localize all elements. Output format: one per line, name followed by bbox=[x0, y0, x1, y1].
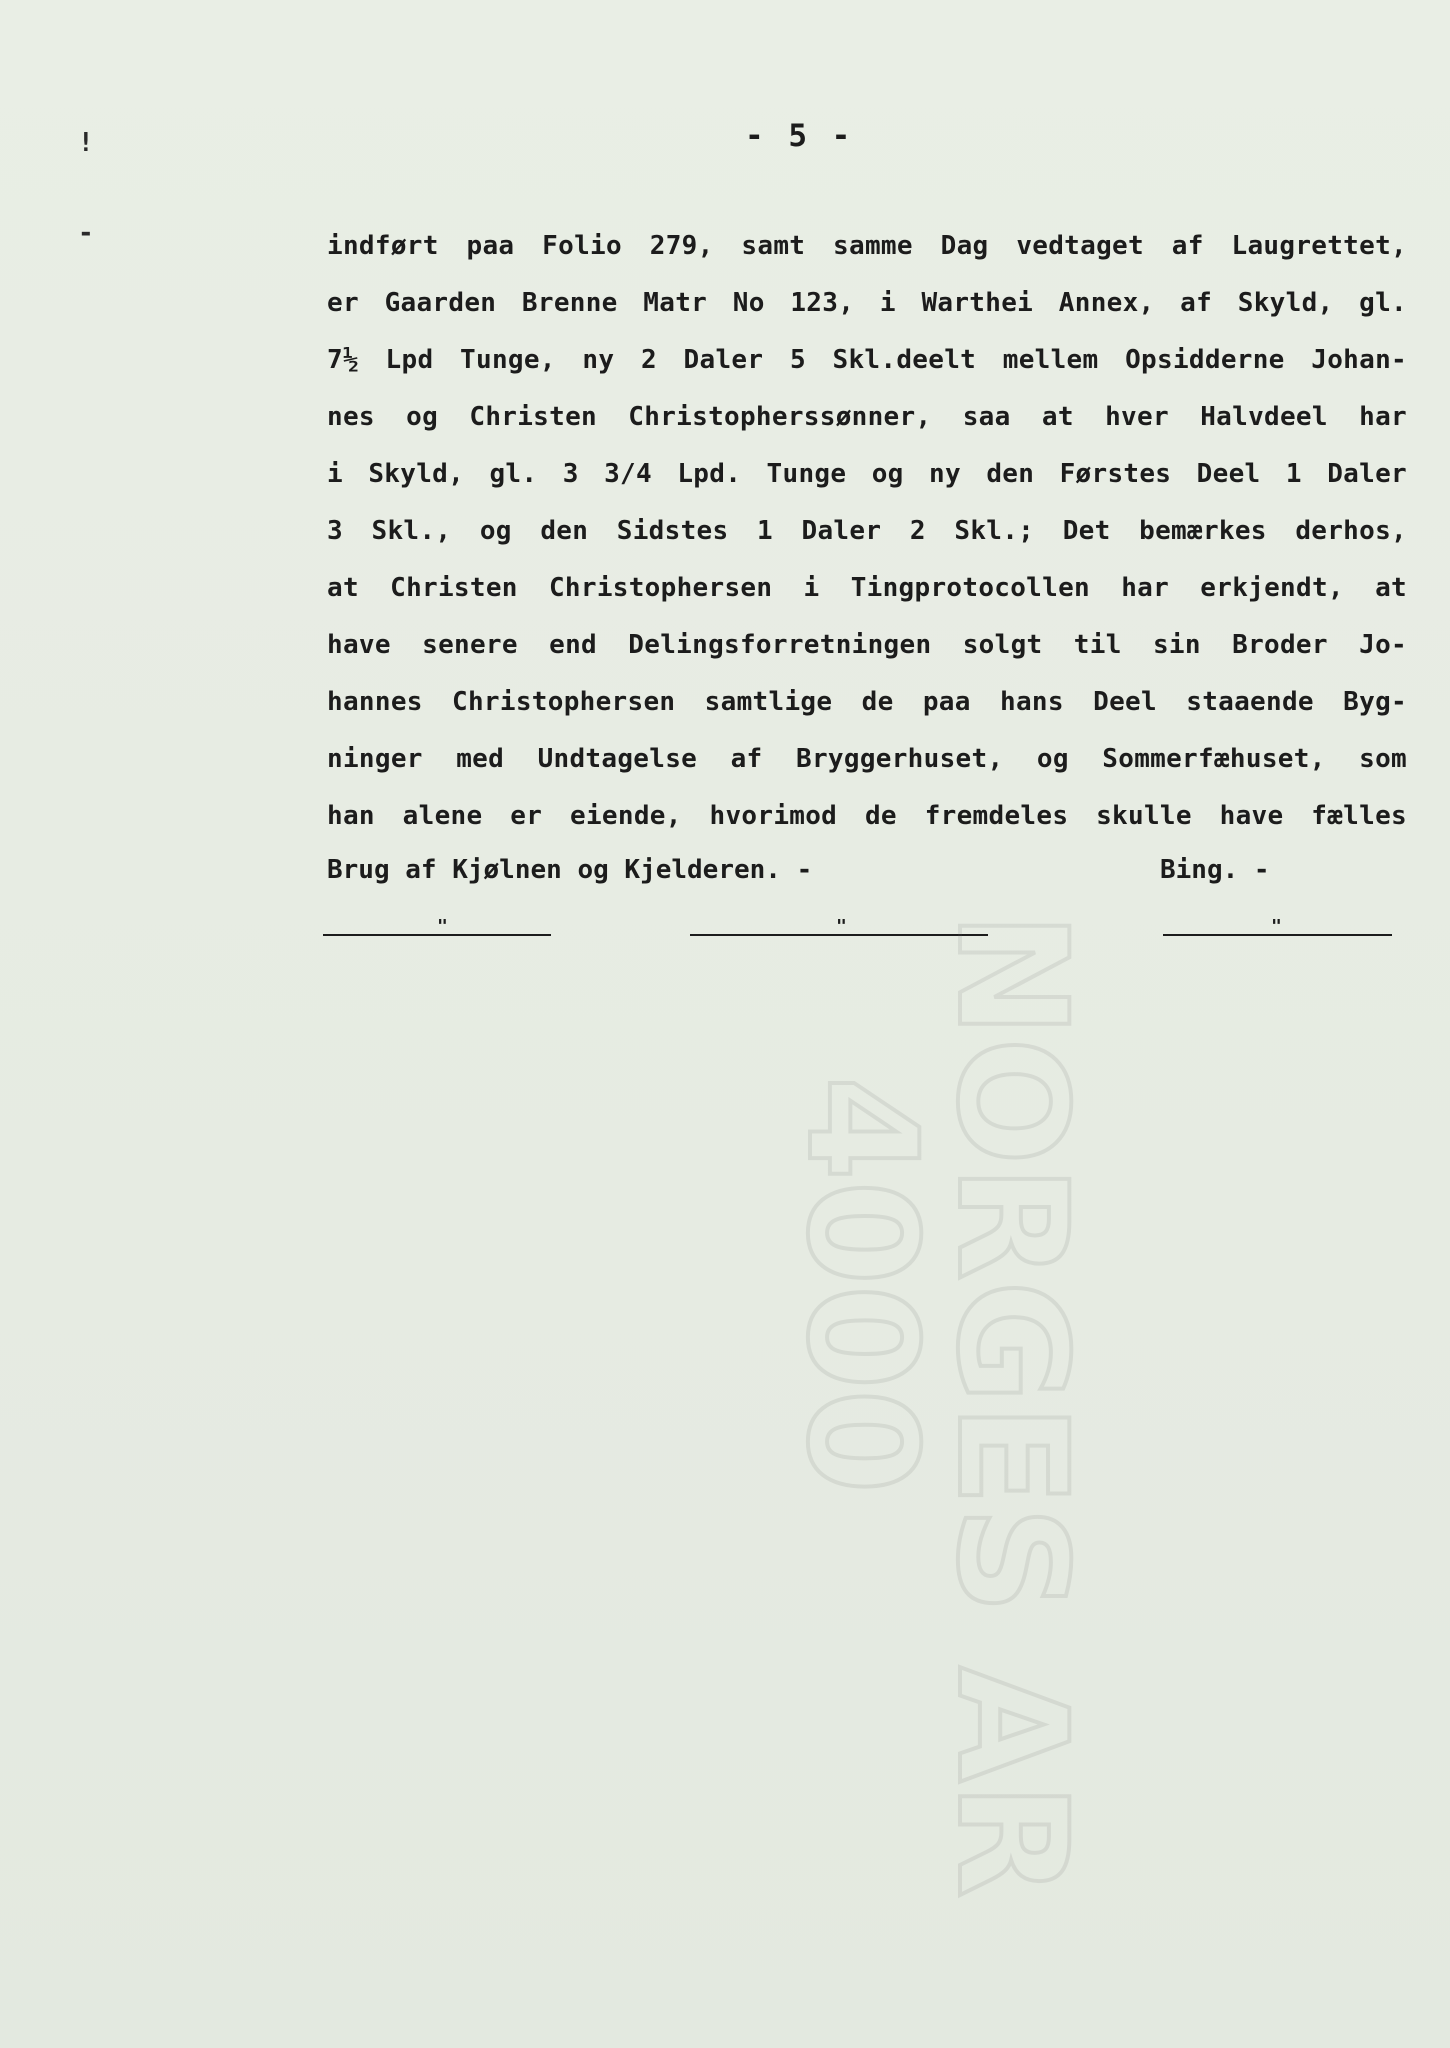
text-line: 3 Skl., og den Sidstes 1 Daler 2 Skl.; Det bemærkes derhos, bbox=[327, 516, 1407, 546]
margin-mark-top: ! bbox=[78, 128, 94, 158]
signature: Bing. - bbox=[1160, 855, 1270, 885]
ditto-mark: " bbox=[437, 916, 448, 937]
archive-watermark-stamp bbox=[770, 770, 1098, 2040]
text-line: indført paa Folio 279, samt samme Dag vedtaget af Laugrettet, bbox=[327, 231, 1407, 261]
text-line: han alene er eiende, hvorimod de fremdeles skulle have fælles bbox=[327, 801, 1407, 831]
separator-line-left bbox=[323, 916, 551, 937]
closing-text: Brug af Kjølnen og Kjelderen. - bbox=[327, 855, 813, 885]
text-line: er Gaarden Brenne Matr No 123, i Warthei Annex, af Skyld, gl. bbox=[327, 288, 1407, 318]
text-line: nes og Christen Christopherssønner, saa at hver Halvdeel har bbox=[327, 402, 1407, 432]
text-line: i Skyld, gl. 3 3/4 Lpd. Tunge og ny den Førstes Deel 1 Daler bbox=[327, 459, 1407, 489]
svg-text:NORGES AR: NORGES AR bbox=[924, 912, 1098, 1898]
text-line: at Christen Christophersen i Tingprotocollen har erkjendt, at bbox=[327, 573, 1407, 603]
separator-line-right bbox=[1163, 916, 1392, 937]
text-line: have senere end Delingsforretningen solgt til sin Broder Jo- bbox=[327, 630, 1407, 660]
text-line: ninger med Undtagelse af Bryggerhuset, og Sommerfæhuset, som bbox=[327, 744, 1407, 774]
ditto-mark: " bbox=[1271, 916, 1282, 937]
margin-mark-dash: - bbox=[78, 218, 94, 248]
text-line: hannes Christophersen samtlige de paa hans Deel staaende Byg- bbox=[327, 687, 1407, 717]
page-number: - 5 - bbox=[745, 118, 854, 154]
svg-text:4000: 4000 bbox=[774, 1076, 948, 1494]
text-line: 7½ Lpd Tunge, ny 2 Daler 5 Skl.deelt mellem Opsidderne Johan- bbox=[327, 345, 1407, 375]
body-text bbox=[327, 218, 1407, 845]
ditto-mark: " bbox=[836, 916, 847, 937]
